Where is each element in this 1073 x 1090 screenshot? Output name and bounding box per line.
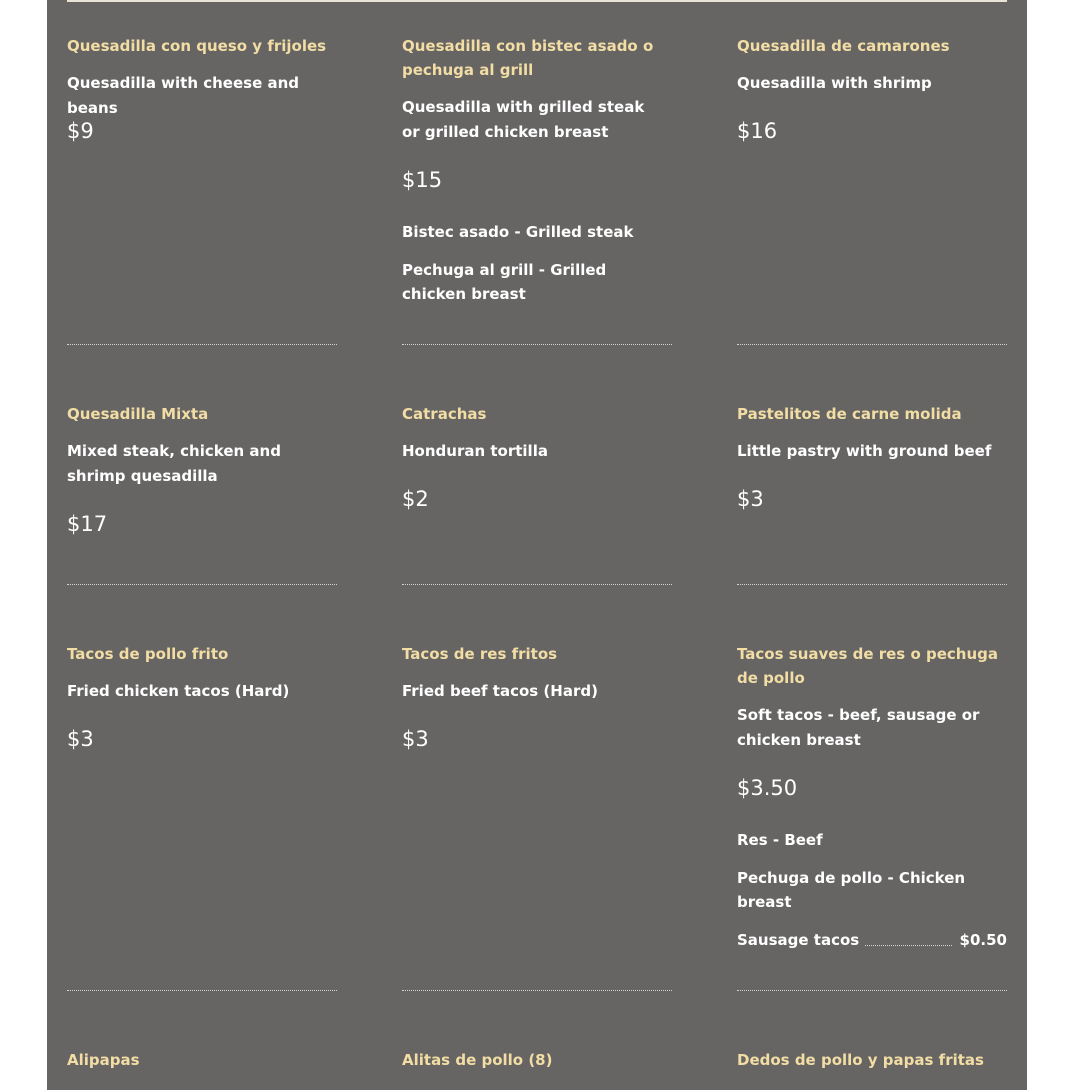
item-title: Quesadilla Mixta bbox=[67, 405, 209, 423]
item-price: $3 bbox=[737, 487, 764, 511]
item-title: Tacos de pollo frito bbox=[67, 645, 229, 663]
item-description: Fried beef tacos (Hard) bbox=[402, 682, 598, 700]
item-divider bbox=[737, 584, 1007, 585]
item-divider bbox=[402, 584, 672, 585]
item-title: Dedos de pollo y papas fritas bbox=[737, 1051, 984, 1069]
menu-panel bbox=[47, 0, 1027, 1090]
item-divider bbox=[67, 344, 337, 345]
item-description: Honduran tortilla bbox=[402, 442, 548, 460]
addon-label: Sausage tacos bbox=[737, 931, 860, 949]
item-price: $17 bbox=[67, 512, 108, 536]
addon-row bbox=[737, 928, 1007, 952]
item-variant: Res - Beef bbox=[737, 831, 823, 849]
item-description: Quesadilla with grilled steak or grilled chicken breast bbox=[402, 98, 645, 141]
item-variant: Pechuga de pollo - Chicken breast bbox=[737, 869, 966, 911]
item-title: Tacos de res fritos bbox=[402, 645, 558, 663]
item-divider bbox=[737, 344, 1007, 345]
item-description: Quesadilla with cheese and beans bbox=[67, 74, 300, 117]
addon-price: $0.50 bbox=[959, 931, 1007, 949]
item-title: Pastelitos de carne molida bbox=[737, 405, 962, 423]
item-variant: Pechuga al grill - Grilled chicken breast bbox=[402, 261, 607, 303]
item-price: $2 bbox=[402, 487, 429, 511]
item-title: Alipapas bbox=[67, 1051, 140, 1069]
item-price: $16 bbox=[737, 119, 778, 143]
item-title: Tacos suaves de res o pechuga de pollo bbox=[737, 645, 998, 687]
addon-leader bbox=[865, 945, 951, 946]
item-divider bbox=[67, 990, 337, 991]
top-divider bbox=[67, 0, 1007, 2]
item-description: Quesadilla with shrimp bbox=[737, 74, 932, 92]
item-variant: Bistec asado - Grilled steak bbox=[402, 223, 634, 241]
item-title: Quesadilla de camarones bbox=[737, 37, 950, 55]
item-divider bbox=[402, 344, 672, 345]
item-title: Catrachas bbox=[402, 405, 487, 423]
item-title: Quesadilla con bistec asado o pechuga al grill bbox=[402, 37, 654, 79]
item-price: $3.50 bbox=[737, 776, 798, 800]
item-description: Little pastry with ground beef bbox=[737, 442, 992, 460]
item-price: $9 bbox=[67, 119, 94, 143]
item-price: $3 bbox=[402, 727, 429, 751]
item-divider bbox=[737, 990, 1007, 991]
item-price: $15 bbox=[402, 168, 443, 192]
item-description: Mixed steak, chicken and shrimp quesadilla bbox=[67, 442, 281, 485]
item-price: $3 bbox=[67, 727, 94, 751]
item-title: Alitas de pollo (8) bbox=[402, 1051, 553, 1069]
item-title: Quesadilla con queso y frijoles bbox=[67, 37, 327, 55]
item-description: Fried chicken tacos (Hard) bbox=[67, 682, 290, 700]
item-description: Soft tacos - beef, sausage or chicken breast bbox=[737, 706, 980, 749]
item-divider bbox=[67, 584, 337, 585]
item-divider bbox=[402, 990, 672, 991]
